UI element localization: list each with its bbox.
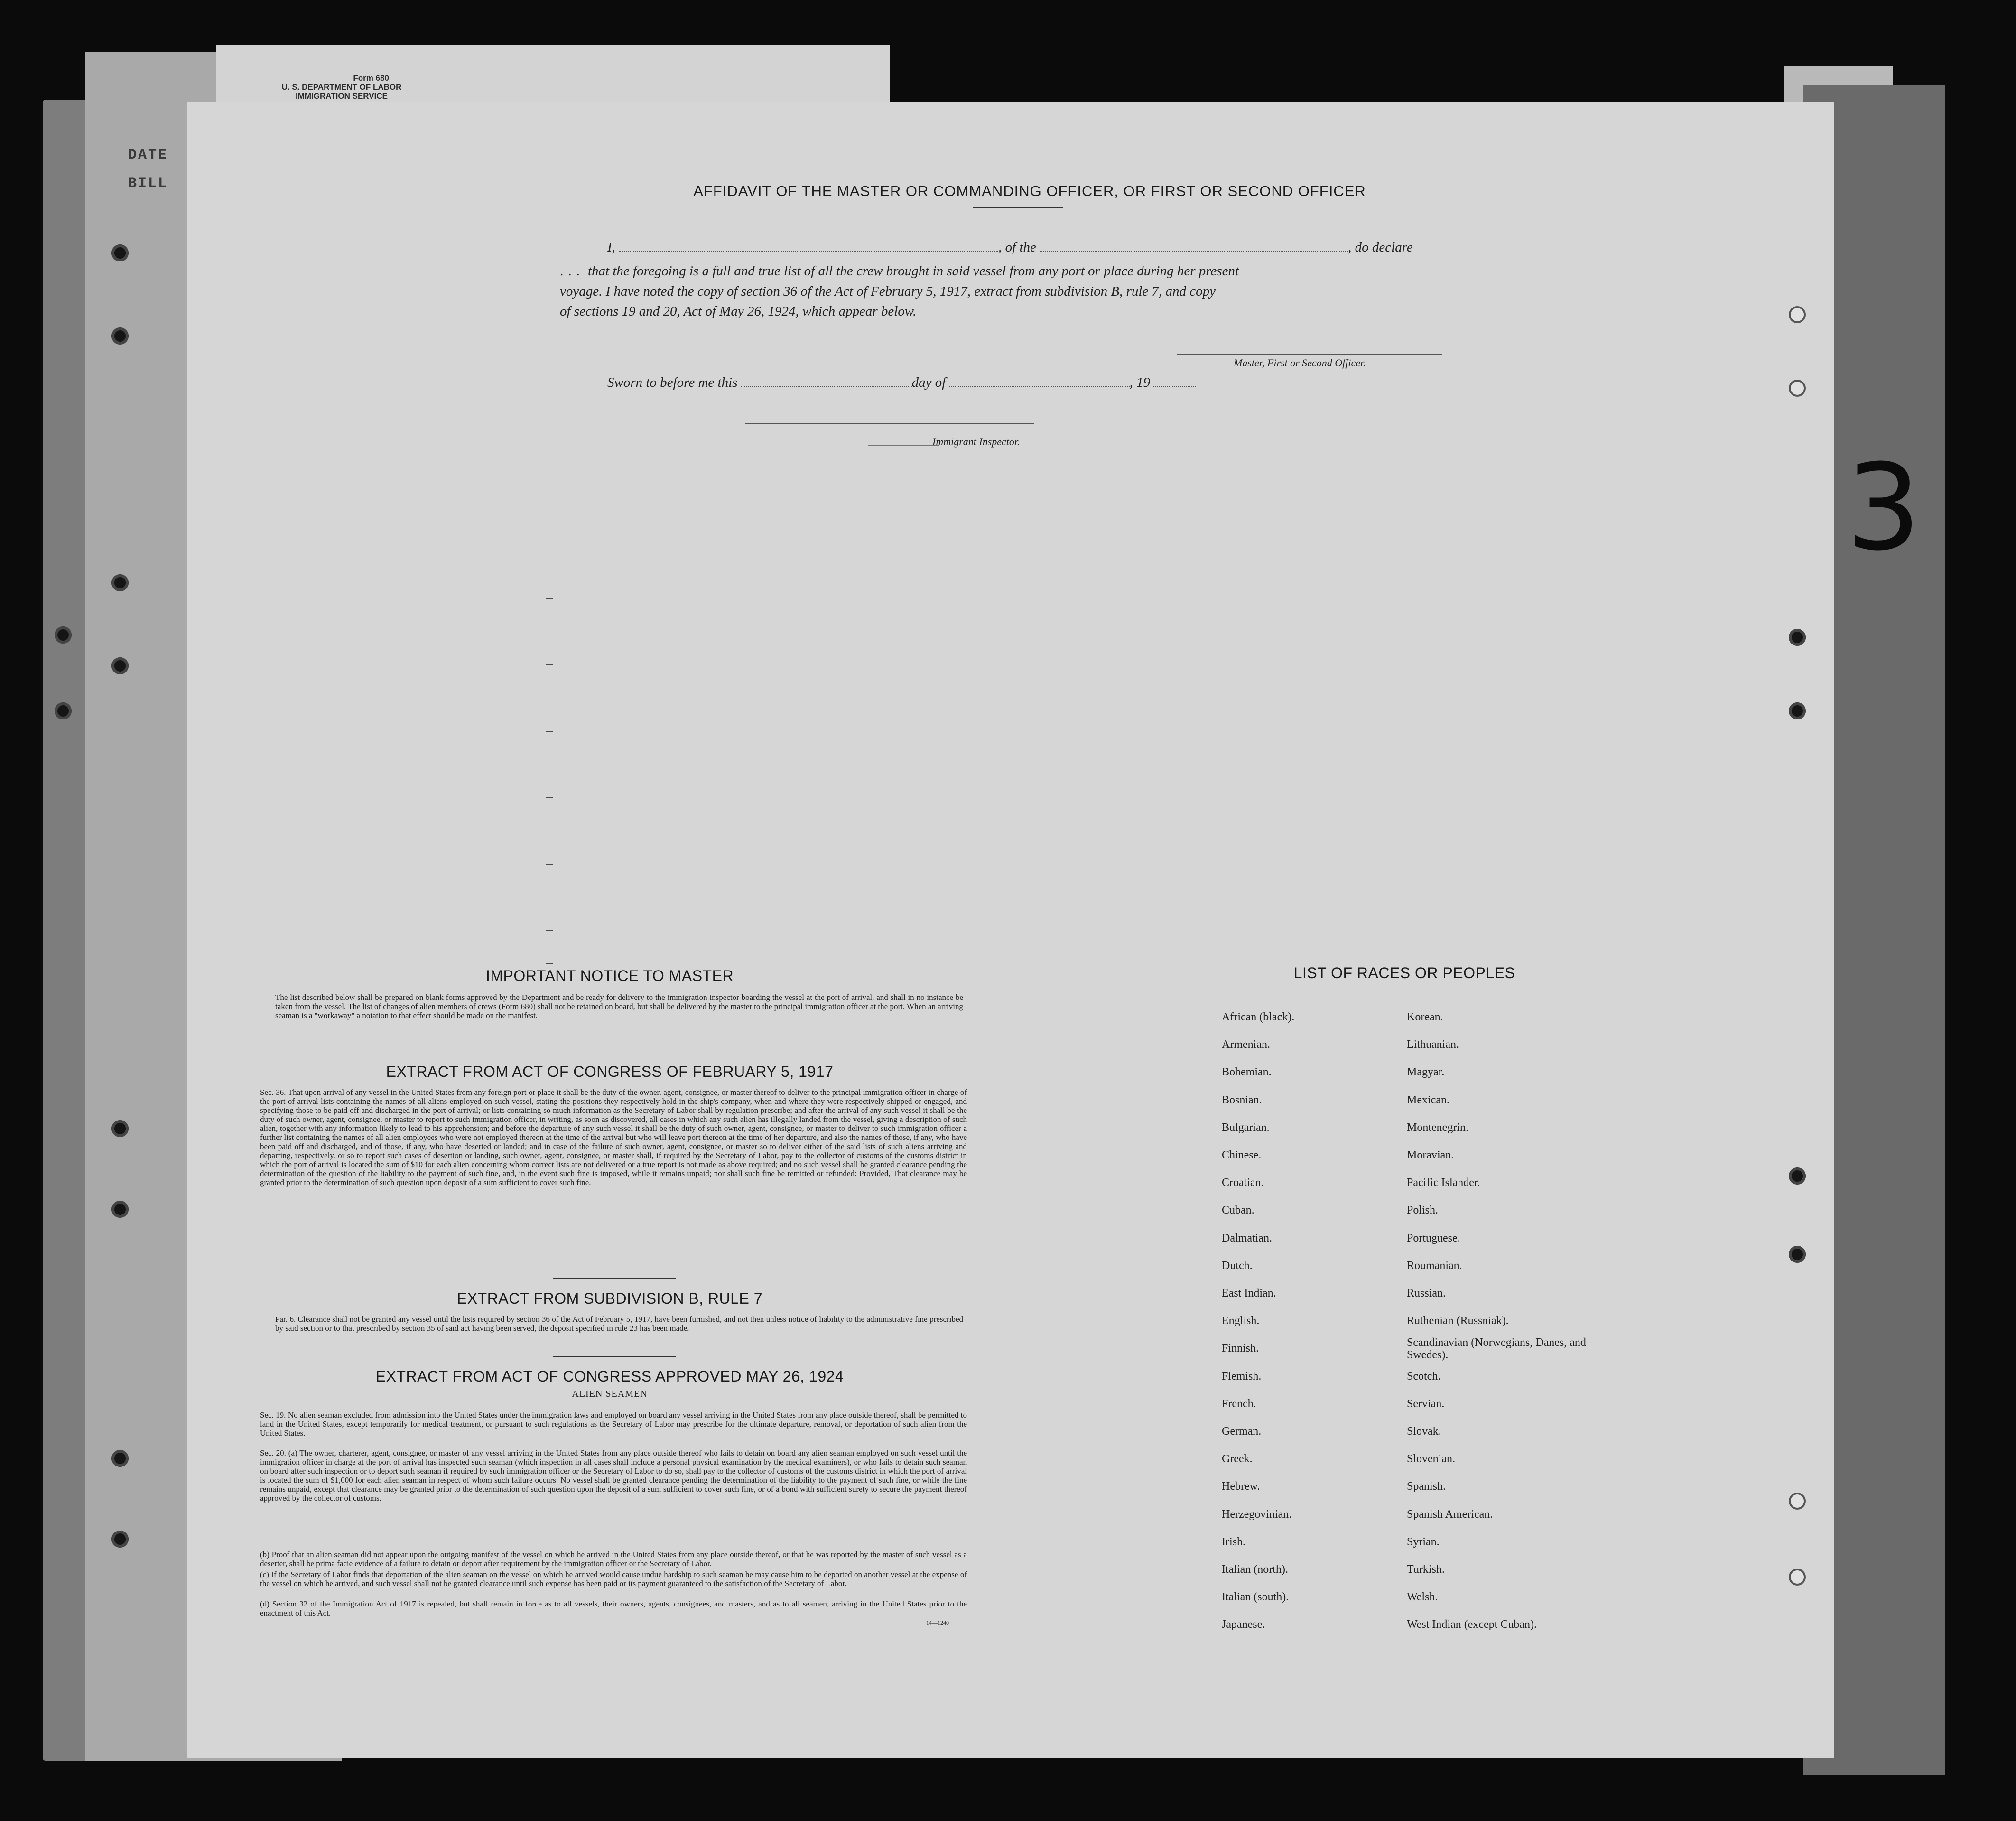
race-item: Bulgarian. — [1222, 1121, 1270, 1134]
title-rule — [973, 207, 1063, 208]
race-item: Polish. — [1407, 1204, 1439, 1217]
inspector-signature-line[interactable] — [745, 423, 1034, 424]
race-item: Slovak. — [1407, 1425, 1441, 1438]
punch-hole — [111, 657, 129, 674]
race-item: Spanish American. — [1407, 1508, 1493, 1521]
punch-hole — [55, 702, 72, 719]
race-item: Scotch. — [1407, 1370, 1441, 1382]
race-item: Japanese. — [1222, 1618, 1265, 1631]
punch-hole — [1789, 1569, 1806, 1586]
punch-hole — [1789, 306, 1806, 323]
margin-tick — [546, 797, 553, 798]
punch-hole — [1789, 1167, 1806, 1185]
race-item: Montenegrin. — [1407, 1121, 1468, 1134]
race-item: Scandinavian (Norwegians, Danes, and Swedes). — [1407, 1336, 1586, 1362]
punch-hole — [1789, 1246, 1806, 1263]
inspector-caption: Immigrant Inspector. — [932, 436, 1020, 448]
punch-hole — [1789, 629, 1806, 646]
punch-hole — [111, 574, 129, 591]
race-item: Hebrew. — [1222, 1480, 1260, 1493]
punch-hole — [1789, 1493, 1806, 1510]
race-item: Ruthenian (Russniak). — [1407, 1315, 1509, 1327]
race-item: Irish. — [1222, 1535, 1245, 1548]
race-item: Croatian. — [1222, 1177, 1264, 1189]
punch-hole — [111, 1450, 129, 1467]
margin-tick — [546, 731, 553, 732]
punch-hole — [111, 1201, 129, 1218]
race-item: Dutch. — [1222, 1259, 1253, 1272]
extract-1924-sec20b: (b) Proof that an alien seaman did not appear upon the outgoing manifest of the vessel on which he arrived in the United States from any place outside thereof, or that he was reported by the master of such vessel as a deserter, shall be prima facie evidence of a failure to detain or deport after requirement by the immigration officer or the Secretary of Labor. — [260, 1550, 967, 1568]
affidavit-line-3: voyage. I have noted the copy of section 36 of the Act of February 5, 1917, extract from subdivision B, rule 7, and copy — [560, 284, 1216, 299]
punch-hole — [111, 244, 129, 261]
margin-tick — [546, 664, 553, 665]
punch-hole — [55, 626, 72, 644]
section-rule — [553, 1356, 676, 1357]
extract-1924-title: EXTRACT FROM ACT OF CONGRESS APPROVED MAY 26, 1924 — [375, 1368, 844, 1385]
race-item: Turkish. — [1407, 1563, 1445, 1576]
inspector-short-line — [868, 445, 939, 446]
race-item: Armenian. — [1222, 1038, 1270, 1051]
race-item: German. — [1222, 1425, 1262, 1438]
form-header — [266, 74, 418, 101]
punch-hole — [111, 327, 129, 345]
race-item: Moravian. — [1407, 1149, 1454, 1161]
race-item: Flemish. — [1222, 1370, 1262, 1382]
race-item: Herzegovinian. — [1222, 1508, 1292, 1521]
margin-tick — [546, 930, 553, 931]
form-number: Form 680 — [353, 74, 389, 83]
margin-tick — [546, 598, 553, 599]
sworn-line: Sworn to before me this day of , 19 — [607, 375, 1196, 391]
extract-rule7-text: Par. 6. Clearance shall not be granted any vessel until the lists required by section 36 of the Act of February 5, 1917, have been furnished, and not then unless notice of liability to the administrative fine prescribed by said section or to that prescribed by section 35 of said act having been served, the deposit specified in rule 23 has been made. — [275, 1315, 963, 1333]
race-item: Finnish. — [1222, 1342, 1259, 1355]
notice-text: The list described below shall be prepared on blank forms approved by the Department and be ready for delivery to the immigration inspector boarding the vessel at the port of arrival, and shall in no instance be taken from the vessel. The list of changes of alien members of crews (Form 680) shall not be retained on board, but shall be delivered by the master to the principal immigration officer at the port. When an arriving seaman is a "workaway" a notation to that effect should be made on the manifest. — [275, 993, 963, 1020]
affidavit-title: AFFIDAVIT OF THE MASTER OR COMMANDING OFFICER, OR FIRST OR SECOND OFFICER — [693, 183, 1366, 199]
affidavit-line-2: ... that the foregoing is a full and true list of all the crew brought in said vessel from any port or place during her present — [560, 263, 1239, 279]
extract-1924-sec19: Sec. 19. No alien seaman excluded from admission into the United States under the immigration laws and employed on board any vessel arriving in the United States from any place outside thereof, shall be permitted to land in the United States, except temporarily for medical treatment, or pursuant to such regulations as the Secretary of Labor may prescribe for the ultimate departure, removal, or deportation of such alien from the United States. — [260, 1410, 967, 1438]
race-item: African (black). — [1222, 1011, 1295, 1023]
affidavit-line-1: I, , of the , do declare — [607, 240, 1413, 255]
extract-1924-sec20a: Sec. 20. (a) The owner, charterer, agent, consignee, or master of any vessel arriving in the United States from any place outside thereof who fails to detain on board any alien seaman employed on such vessel until the immigration officer in charge at the port of arrival has inspected such seaman (which inspection in all cases shall include a personal physical examination by the medical examiners), or who fails to detain such seaman on board after such inspection or to deport such seaman if required by such immigration officer or the Secretary of Labor to do so, shall pay to the collector of customs of the customs district in which the port of arrival is located the sum of $1,000 for each alien seaman in respect of whom such failure occurs. No vessel shall be granted clearance pending the determination of the liability to the payment of such fine, or while the fine remains unpaid, except that clearance may be granted prior to the determination of such question upon the deposit of a sum sufficient to cover such fine, or of a bond with sufficient surety to secure the payment thereof approved by the collector of customs. — [260, 1448, 967, 1503]
extract-1924-subtitle: ALIEN SEAMEN — [572, 1389, 648, 1399]
race-item: Servian. — [1407, 1397, 1445, 1410]
margin-tick — [546, 963, 553, 964]
extract-1917-text: Sec. 36. That upon arrival of any vessel in the United States from any foreign port or place it shall be the duty of the owner, agent, consignee, or master thereof to deliver to the principal immigration officer in charge of the port of arrival lists containing the names of all aliens employed on such vessel, stating the positions they respectively hold in the ship's company, when and where they were respectively shipped or engaged, and specifying those to be paid off and discharged in the port of arrival; or lists containing so much information as the Secretary of Labor shall by regulation prescribe; and after the arrival of any such vessel it shall be the duty of such owner, agent, consignee, or master to report to such immigration officer, in writing, as soon as discovered, all cases in which any such alien has illegally landed from the vessel, giving a description of such alien, together with any information likely to lead to his apprehension; and before the departure of any such vessel it shall be the duty of such owner, agent, consignee, or master to deliver to such immigration officer a further list containing the names of all alien employees who were not employed thereon at the time of the arrival but who will leave port thereon at the time of her departure, and also the names of those, if any, who have been paid off and discharged, and of those, if any, who have deserted or landed; and in case of the failure of such owner, agent, consignee, or master so to deliver either of the said lists of such aliens arriving and departing, respectively, or so to report such cases of desertion or landing, such owner, agent, consignee, or master shall, if required by the Secretary of Labor, pay to the collector of customs of the customs district in which the port of arrival is located the sum of $10 for each alien concerning whom correct lists are not delivered or a true report is not made as above required; and no such vessel shall be granted clearance pending the determination of the question of the liability to the payment of such fine, and, in the event such fine is imposed, while it remains unpaid; nor shall such fine be remitted or refunded: Provided, That clearance may be granted prior to the determination of such question upon deposit of a sum sufficient to cover such fine. — [260, 1088, 967, 1187]
race-item: Pacific Islander. — [1407, 1177, 1480, 1189]
punch-hole — [1789, 702, 1806, 719]
race-item: West Indian (except Cuban). — [1407, 1618, 1537, 1631]
extract-1917-title: EXTRACT FROM ACT OF CONGRESS OF FEBRUARY 5, 1917 — [386, 1063, 834, 1080]
race-item: Welsh. — [1407, 1591, 1438, 1604]
form-service: IMMIGRATION SERVICE — [296, 92, 388, 101]
master-caption: Master, First or Second Officer. — [1234, 357, 1366, 369]
extract-1924-sec20c: (c) If the Secretary of Labor finds that deportation of the alien seaman on the vessel on which he arrived would cause undue hardship to such seaman he may cause him to be deported on another vessel at the expense of the vessel on which he arrived, and such vessel shall not be granted clearance until such expense has been paid or its payment guaranteed to the satisfaction of the Secretary of Labor. — [260, 1570, 967, 1588]
race-item: East Indian. — [1222, 1287, 1276, 1299]
race-item: Syrian. — [1407, 1535, 1440, 1548]
affidavit-line-4: of sections 19 and 20, Act of May 26, 1924, which appear below. — [560, 304, 917, 319]
notice-title: IMPORTANT NOTICE TO MASTER — [485, 967, 734, 984]
race-item: Roumanian. — [1407, 1259, 1462, 1272]
race-item: Korean. — [1407, 1011, 1443, 1023]
punch-hole — [111, 1531, 129, 1548]
race-item: Mexican. — [1407, 1093, 1449, 1106]
race-item: Lithuanian. — [1407, 1038, 1459, 1051]
extract-1924-sec20d: (d) Section 32 of the Immigration Act of 1917 is repealed, but shall remain in force as to all vessels, their owners, agents, consignees, and masters, and as to all seamen, arriving in the United States prior to the enactment of this Act. — [260, 1599, 967, 1617]
race-item: Magyar. — [1407, 1066, 1445, 1079]
punch-hole — [111, 1120, 129, 1137]
race-item: Portuguese. — [1407, 1232, 1460, 1244]
handwritten-page-number: 3 — [1846, 439, 1922, 577]
race-item: English. — [1222, 1315, 1260, 1327]
form-department: U. S. DEPARTMENT OF LABOR — [281, 83, 402, 92]
race-item: Italian (north). — [1222, 1563, 1288, 1576]
race-item: Chinese. — [1222, 1149, 1262, 1161]
master-signature-line[interactable] — [1177, 354, 1442, 355]
print-code: 14—1240 — [926, 1619, 949, 1626]
race-item: Spanish. — [1407, 1480, 1446, 1493]
main-document-sheet — [187, 102, 1834, 1758]
race-item: Russian. — [1407, 1287, 1446, 1299]
races-title: LIST OF RACES OR PEOPLES — [1293, 964, 1515, 981]
race-item: Greek. — [1222, 1453, 1253, 1466]
race-item: French. — [1222, 1397, 1256, 1410]
race-item: Italian (south). — [1222, 1591, 1289, 1604]
edge-label-date: DATE — [128, 147, 168, 163]
extract-rule7-title: EXTRACT FROM SUBDIVISION B, RULE 7 — [456, 1290, 763, 1307]
punch-hole — [1789, 380, 1806, 397]
section-rule — [553, 1278, 676, 1279]
race-item: Slovenian. — [1407, 1453, 1455, 1466]
edge-label-bill: BILL — [128, 176, 168, 192]
race-item: Bohemian. — [1222, 1066, 1272, 1079]
race-item: Dalmatian. — [1222, 1232, 1272, 1244]
margin-tick — [546, 864, 553, 865]
race-item: Cuban. — [1222, 1204, 1254, 1217]
race-item: Bosnian. — [1222, 1093, 1262, 1106]
